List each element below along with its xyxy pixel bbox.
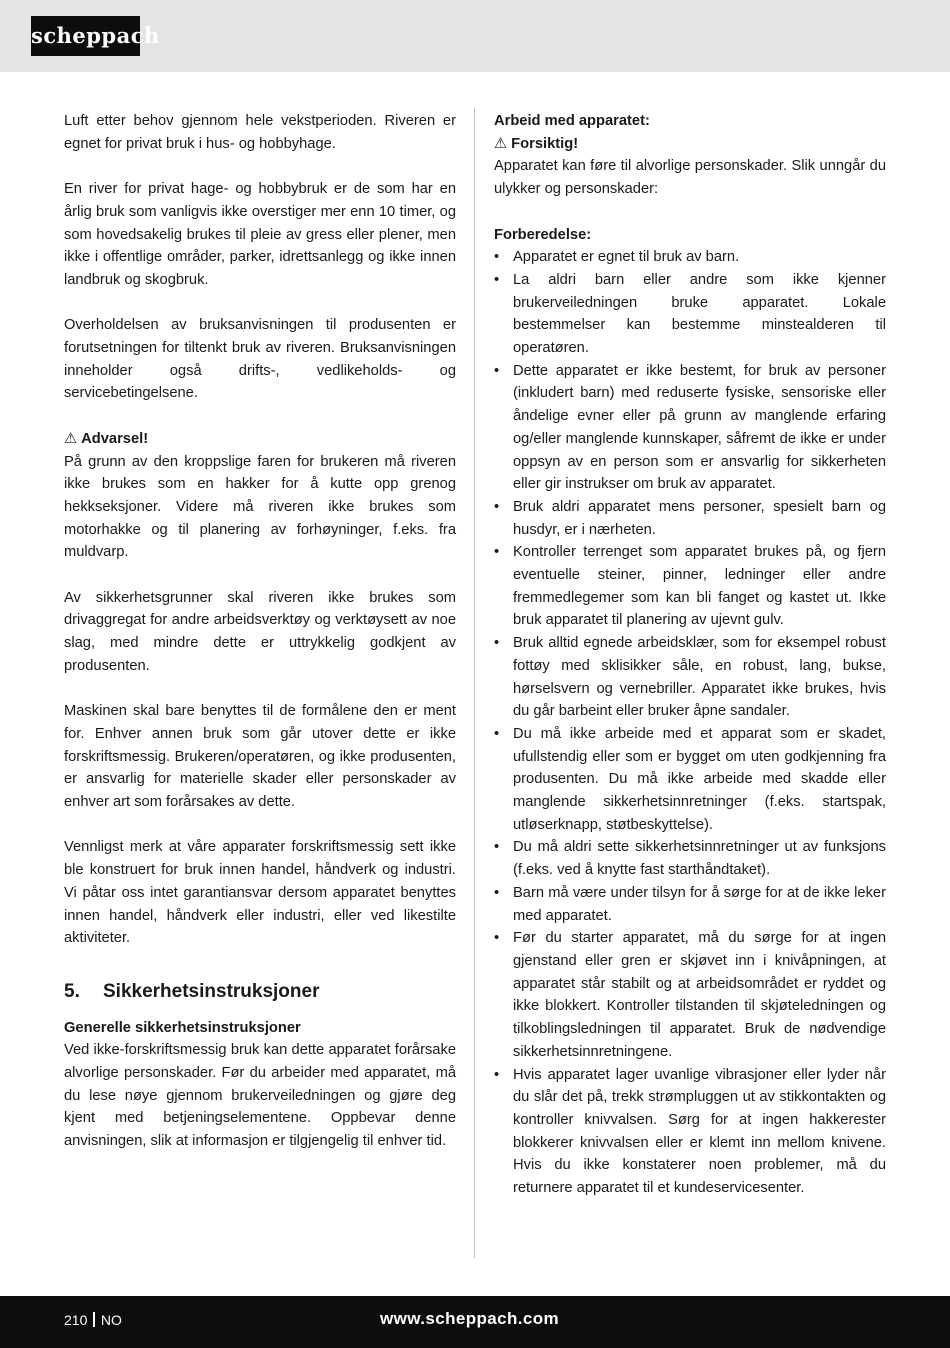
caution-heading [494,133,886,156]
paragraph-manual-compliance: Overholdelsen av bruksanvisningen til produsenten er forutsetningen for tiltenkt bruk av riveren. Bruksanvisningen inneholder også drifts-, vedlikeholds- og servicebetingelsene. [64,317,456,402]
page-info [64,1310,122,1330]
left-column [64,110,456,1153]
list-item: • Før du starter apparatet, må du sørge for at ingen gjenstand eller gren er skjøvet inn i knivåpningen, at apparatet står stabilt og at arbeidsområdet er ryddet og ikke blokkert. Kontroller tilstanden til skjøteledningen og tilkoblingsledningen til apparatet. Bruk de nødvendige sikkerhetsinnretningene. [494,927,886,1063]
paragraph-general-safety: Ved ikke-forskriftsmessig bruk kan dette apparatet forårsake alvorlige personskader. Før du arbeider med apparatet, må du lese nøye gjennom brukerveiledningen og gjøre deg kjent med betjeningselementene. Oppbevar denne anvisningen, slik at informasjon er tilgjengelig til enhver tid. [64,1042,456,1150]
caution-label: Forsiktig! [511,135,579,152]
paragraph-private-use: En river for privat hage- og hobbybruk er de som har en årlig bruk som vanligvis ikke overstiger mer enn 10 timer, og som hovedsakelig brukes til pleie av gress eller plener, men ikke i offentlige områder, parker, idrettsanlegg og ikke innen landbruk og skogbruk. [64,181,456,288]
list-item: • Barn må være under tilsyn for å sørge for at de ikke leker med apparatet. [494,882,886,927]
right-column [494,110,886,1200]
list-item: • La aldri barn eller andre som ikke kjenner brukerveiledningen bruke apparatet. Lokale bestemmelser kan bestemme minstealderen til operatøren. [494,269,886,360]
page-header [0,0,950,72]
subheading-general-safety: Generelle sikkerhetsinstruksjoner [64,1019,301,1036]
paragraph-safety-reasons: Av sikkerhetsgrunner skal riveren ikke brukes som drivaggregat for andre arbeidsverktøy og verktøysett av noe slag, med mindre dette er uttrykkelig godkjent av produsenten. [64,589,456,674]
page-footer [0,1296,950,1348]
website-link[interactable]: www.scheppach.com [380,1309,560,1328]
paragraph-intended-use: Luft etter behov gjennom hele vekstperioden. Riveren er egnet for privat bruk i hus- og hobbyhage. [64,113,456,152]
language-code: NO [100,1312,122,1328]
paragraph-machine-purpose: Maskinen skal bare benyttes til de formålene den er ment for. Enhver annen bruk som går utover dette er ikke forskriftsmessig. Brukeren/operatøren, og ikke produsenten, er ansvarlig for materielle skader eller personskader av enhver art som forårsakes av dette. [64,703,456,811]
preparation-list [494,246,886,1200]
section-number: 5. [64,980,80,1002]
paragraph-commercial-use: Vennligst merk at våre apparater forskriftsmessig sett ikke ble konstruert for bruk innen handel, håndverk og industri. Vi påtar oss intet garantiansvar dersom apparatet benyttes innen handel, håndverk eller industri, eller ved likestilte aktiviteter. [64,839,456,947]
list-item: • Bruk aldri apparatet mens personer, spesielt barn og husdyr, er i nærheten. [494,496,886,541]
warning-triangle-icon: ⚠ [64,430,78,447]
page-number: 210 [64,1312,88,1328]
column-divider [474,108,475,1258]
caution-intro: Apparatet kan føre til alvorlige personskader. Slik unngår du ulykker og personskader: [494,158,886,198]
footer-separator [93,1312,95,1327]
section-title: Sikkerhetsinstruksjoner [103,980,320,1002]
list-item: • Apparatet er egnet til bruk av barn. [494,246,886,269]
list-item: • Kontroller terrenget som apparatet brukes på, og fjern eventuelle steiner, pinner, ledninger eller andre fremmedlegemer som kan bli fanget og kastet ut. Ikke bruk apparatet til planering av ujevnt gulv. [494,541,886,632]
paragraph-warning: På grunn av den kroppslige faren for brukeren må riveren ikke brukes som en hakker for å kutte opp grenog hekkseksjoner. Videre må riveren ikke brukes som motorhakke og til planering av forhøyninger, f.eks. fra muldvarp. [64,453,456,561]
list-item: • Du må aldri sette sikkerhetsinnretninger ut av funksjons (f.eks. ved å knytte fast starthåndtaket). [494,836,886,881]
working-heading: Arbeid med apparatet: [494,113,650,129]
list-item: • Bruk alltid egnede arbeidsklær, som for eksempel robust fottøy med sklisikker såle, en robust, lang, bukse, hørselsvern og vernebriller. Apparatet ikke brukes, hvis du går barbeint eller bruker åpne sandaler. [494,632,886,723]
warning-label: Advarsel! [81,430,149,447]
preparation-heading: Forberedelse: [494,226,592,243]
warning-triangle-icon: ⚠ [494,135,508,152]
list-item: • Du må ikke arbeide med et apparat som er skadet, ufullstendig eller som er bygget om uten godkjenning fra produsenten. Du må ikke arbeide med skadde eller manglende sikkerhetsinnretninger (f.eks. startspak, utløserknapp, støtbeskyttelse). [494,723,886,837]
list-item: • Hvis apparatet lager uvanlige vibrasjoner eller lyder når du slår det på, trekk strømpluggen ut av stikkontakten og kontroller knivvalsen. Sørg for at ingen hakkerester blokkerer knivvalsen eller er klemt inn mellom knivene. Hvis du ikke konstaterer noen problemer, må du returnere apparatet til et kundeservicesenter. [494,1064,886,1200]
scheppach-logo: scheppach [31,16,140,56]
warning-heading [64,428,456,451]
section-heading [64,979,456,1005]
list-item: • Dette apparatet er ikke bestemt, for bruk av personer (inkludert barn) med reduserte fysiske, sensoriske eller åndelige evner eller på grunn av manglende erfaring og/eller manglende kunnskaper, såfremt de ikke er under oppsyn av en person som er ansvarlig for sikkerheten eller gir instrukser om bruk av apparatet. [494,360,886,496]
